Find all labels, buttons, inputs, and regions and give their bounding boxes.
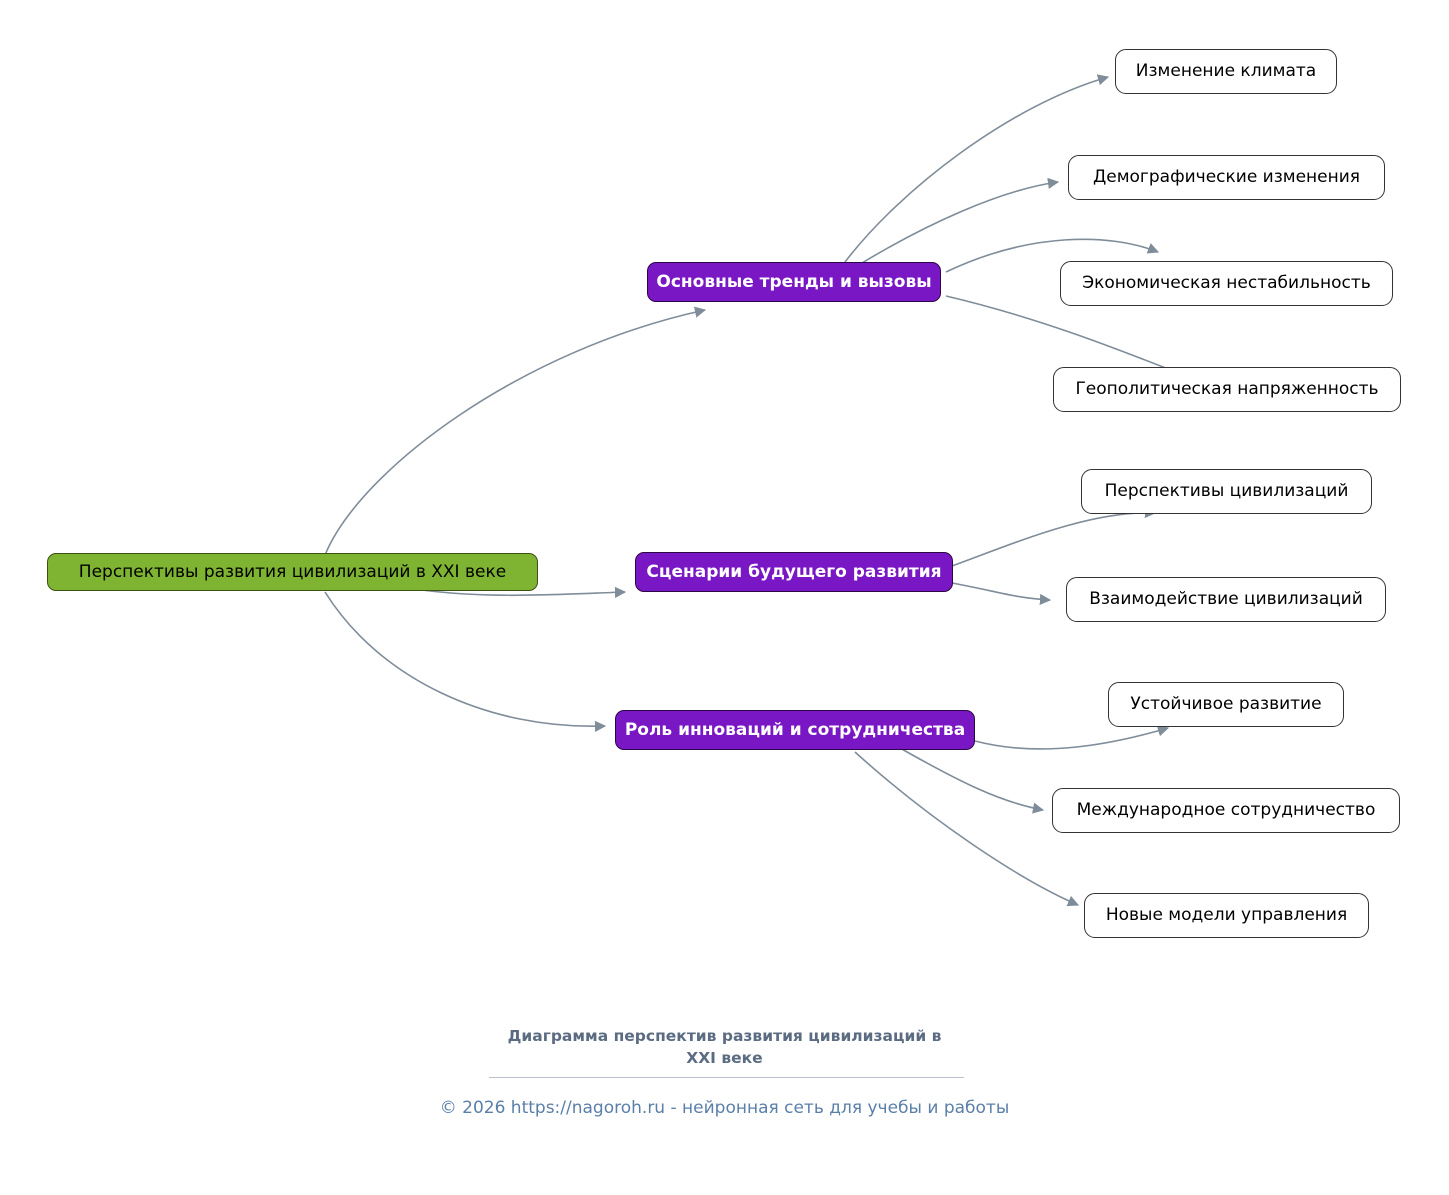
node-leaf-climate[interactable] [1115,49,1337,94]
node-leaf-governance[interactable] [1084,893,1369,938]
node-leaf-prospects-label: Перспективы цивилизаций [1104,481,1349,502]
edge-b3-l9 [855,752,1078,905]
node-leaf-economy[interactable] [1060,261,1393,306]
node-leaf-geopolitics[interactable] [1053,367,1401,412]
node-branch-scenarios-label: Сценарии будущего развития [646,561,942,582]
node-leaf-sustainable[interactable] [1108,682,1344,727]
node-branch-trends[interactable] [647,262,941,302]
node-leaf-governance-label: Новые модели управления [1105,905,1348,926]
edge-b3-l8 [900,748,1043,810]
diagram-caption [0,1025,1449,1070]
node-branch-trends-label: Основные тренды и вызовы [656,271,932,292]
node-leaf-geopolitics-label: Геополитическая напряженность [1075,379,1379,400]
node-leaf-climate-label: Изменение климата [1135,61,1317,82]
footer-credit [0,1098,1449,1118]
node-leaf-cooperation[interactable] [1052,788,1400,833]
edge-root-b1 [325,310,705,555]
edge-b2-l6 [952,583,1050,600]
node-root[interactable] [47,553,538,591]
footer-credit-text: © 2026 https://nagoroh.ru - нейронная сеть для учебы и работы [439,1098,1010,1118]
diagram-caption-line1: Диаграмма перспектив развития цивилизаций в [507,1027,942,1045]
edge-root-b3 [325,592,605,726]
node-leaf-sustainable-label: Устойчивое развитие [1130,694,1322,715]
edge-b2-l5 [952,513,1155,566]
edge-b3-l7 [975,728,1168,749]
edge-b1-l2 [862,182,1058,263]
node-leaf-demographics-label: Демографические изменения [1092,167,1361,188]
node-branch-innovation-label: Роль инноваций и сотрудничества [624,719,966,740]
node-leaf-prospects[interactable] [1081,469,1372,514]
node-branch-scenarios[interactable] [635,552,953,592]
node-leaf-interaction[interactable] [1066,577,1386,622]
diagram-caption-line2: XXI веке [686,1049,763,1068]
node-branch-innovation[interactable] [615,710,975,750]
node-leaf-demographics[interactable] [1068,155,1385,200]
node-leaf-interaction-label: Взаимодействие цивилизаций [1089,589,1363,610]
node-leaf-cooperation-label: Международное сотрудничество [1076,800,1376,821]
node-root-label: Перспективы развития цивилизаций в XXI веке [78,561,507,582]
node-leaf-economy-label: Экономическая нестабильность [1082,273,1371,294]
edge-b1-l4 [946,296,1186,376]
caption-divider [489,1077,964,1078]
